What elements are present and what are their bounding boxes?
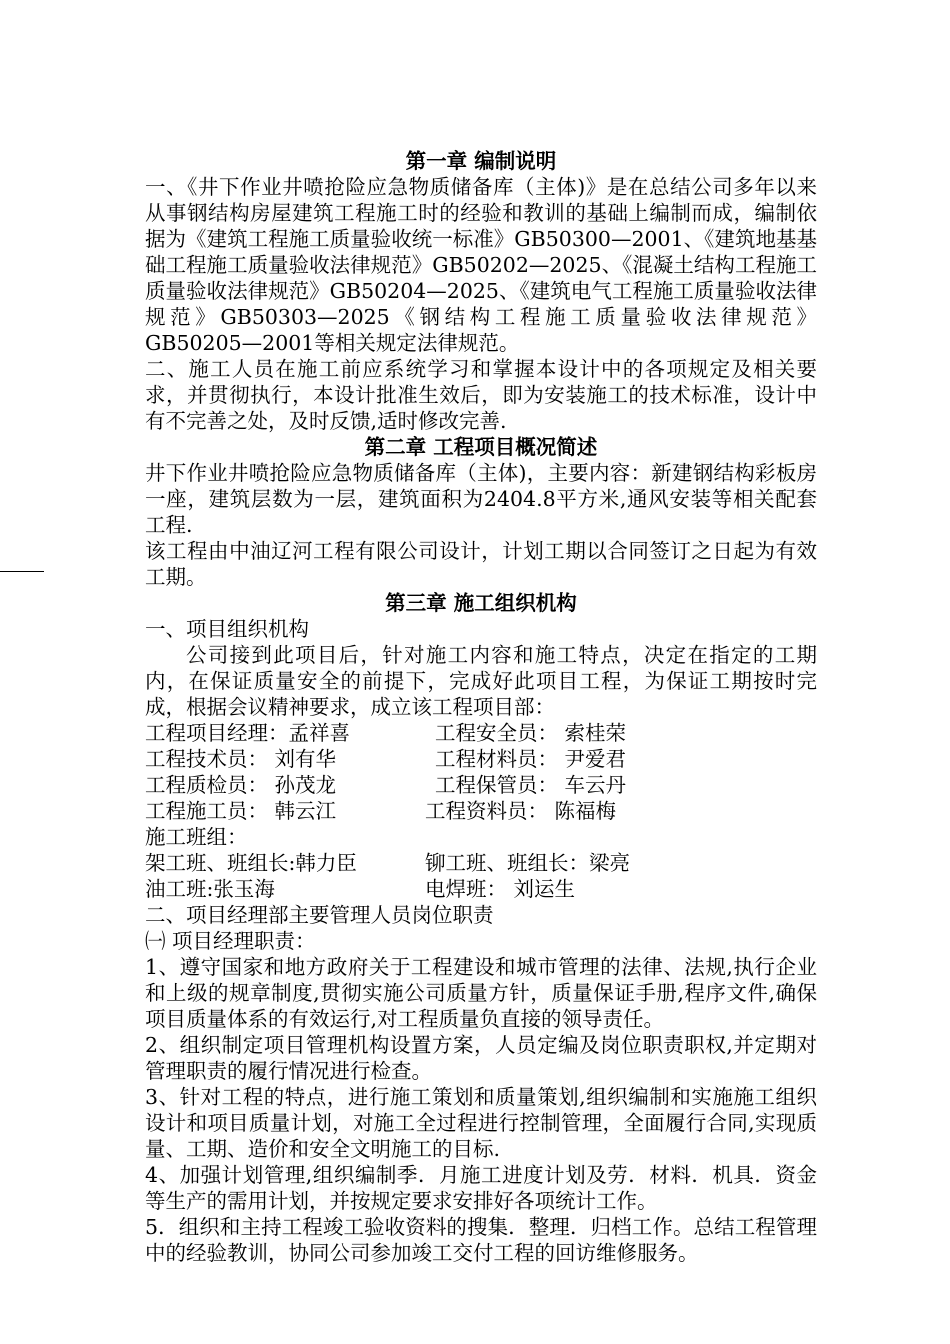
team-right: 电焊班： 刘运生 [425,877,576,901]
staff-row [145,720,817,746]
duty-item: 1、遵守国家和地方政府关于工程建设和城市管理的法律、法规,执行企业和上级的规章制度,贯彻实施公司质量方针，质量保证手册,程序文件,确保项目质量体系的有效运行,对工程质量负直接的领导责任。 [145,955,817,1031]
chapter2-paragraph-2: 该工程由中油辽河工程有限公司设计，计划工期以合同签订之日起为有效工期。 [145,539,817,589]
staff-left: 工程项目经理：孟祥喜 [145,721,350,745]
document-page [145,148,817,1266]
chapter2-paragraph-1: 井下作业井喷抢险应急物质储备库（主体)，主要内容：新建钢结构彩板房一座，建筑层数为一层，建筑面积为2404.8平方米,通风安装等相关配套工程. [145,461,817,537]
team-row [145,850,817,876]
staff-row [145,798,817,824]
chapter1-paragraph-2: 二、施工人员在施工前应系统学习和掌握本设计中的各项规定及相关要求，并贯彻执行，本设计批准生效后，即为安装施工的技术标准，设计中有不完善之处，及时反馈,适时修改完善. [145,357,817,433]
chapter1-paragraph-1: 一、《井下作业井喷抢险应急物质储备库（主体)》是在总结公司多年以来从事钢结构房屋建筑工程施工时的经验和教训的基础上编制而成，编制依据为《建筑工程施工质量验收统一标准》GB50300—2001、《建筑地基基础工程施工质量验收法律规范》GB50202—2025、《混凝土结构工程施工质量验收法律规范》GB50204—2025、《建筑电气工程施工质量验收法律规范》GB50303—2025《钢结构工程施工质量验收法律规范》GB50205—2001等相关规定法律规范。 [145,175,817,355]
staff-row [145,772,817,798]
chapter3-title: 第三章 施工组织机构 [385,591,577,615]
section-org-structure: 一、项目组织机构 [145,617,309,641]
org-intro-paragraph: 公司接到此项目后，针对施工内容和施工特点，决定在指定的工期内，在保证质量安全的前提下，完成好此项目工程，为保证工期按时完成，根据会议精神要求，成立该工程项目部： [145,643,817,719]
margin-rule [0,571,44,572]
duty-item: 3、针对工程的特点，进行施工策划和质量策划,组织编制和实施施工组织设计和项目质量计划，对施工全过程进行控制管理，全面履行合同,实现质量、工期、造价和安全文明施工的目标. [145,1085,817,1161]
team-label: 施工班组： [145,825,248,849]
team-row [145,876,817,902]
chapter2-title: 第二章 工程项目概况简述 [364,435,598,459]
team-left: 架工班、班组长:韩力臣 [145,851,357,875]
staff-left: 工程技术员： 刘有华 [145,747,337,771]
team-right: 铆工班、班组长：梁亮 [425,851,630,875]
staff-left: 工程施工员： 韩云江 [145,799,337,823]
duty-item: 2、组织制定项目管理机构设置方案，人员定编及岗位职责职权,并定期对管理职责的履行情况进行检查。 [145,1033,817,1083]
duty-item: 4、加强计划管理,组织编制季．月施工进度计划及劳．材料．机具．资金等生产的需用计划，并按规定要求安排好各项统计工作。 [145,1163,817,1213]
section-duties: 二、项目经理部主要管理人员岗位职责 [145,903,494,927]
staff-right: 工程材料员： 尹爱君 [435,747,627,771]
chapter1-title: 第一章 编制说明 [405,149,557,173]
staff-left: 工程质检员： 孙茂龙 [145,773,337,797]
staff-right: 工程资料员： 陈福梅 [425,799,617,823]
staff-right: 工程保管员： 车云丹 [435,773,627,797]
duty-item: 5．组织和主持工程竣工验收资料的搜集．整理．归档工作。总结工程管理中的经验教训，协同公司参加竣工交付工程的回访维修服务。 [145,1215,817,1265]
team-left: 油工班:张玉海 [145,877,275,901]
subsection-pm-duties: ㈠ 项目经理职责： [145,929,316,953]
staff-right: 工程安全员： 索桂荣 [435,721,627,745]
staff-row [145,746,817,772]
